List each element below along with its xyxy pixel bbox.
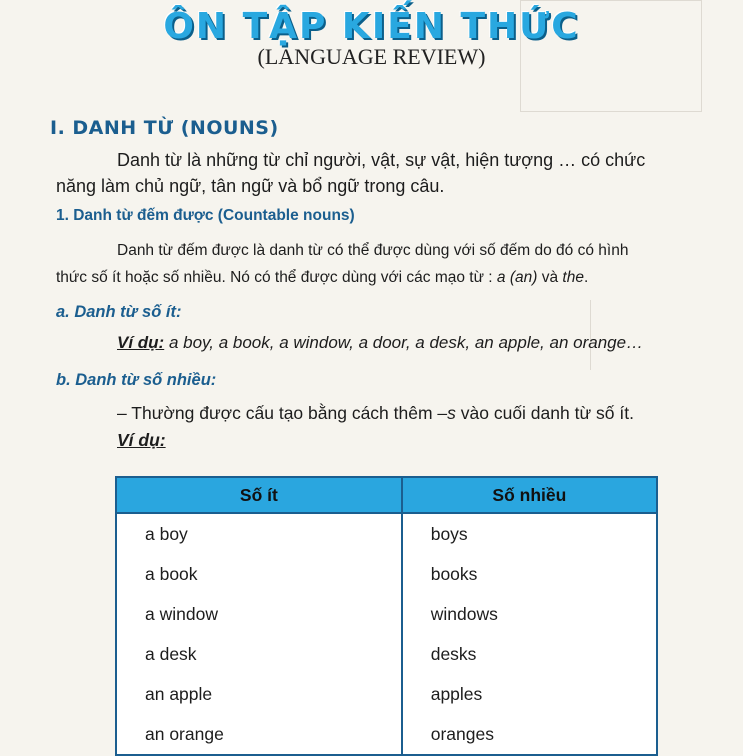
article-a-an: a (an)	[496, 269, 538, 286]
period: .	[583, 269, 589, 286]
cell-plural: boys	[402, 513, 657, 554]
cell-plural: books	[402, 554, 657, 594]
plural-example-label-text: Ví dụ:	[117, 430, 166, 450]
plural-rule-pre: – Thường được cấu tạo bằng cách thêm	[117, 403, 438, 423]
cell-singular: a desk	[116, 634, 402, 674]
cell-plural: windows	[402, 594, 657, 634]
singular-example-label: Ví dụ:	[117, 333, 165, 352]
noun-table	[115, 476, 658, 756]
plural-example-label	[117, 428, 166, 453]
table-row	[116, 513, 657, 554]
article-the: the	[562, 269, 584, 286]
cell-singular: an apple	[116, 674, 402, 714]
section-heading-nouns: I. DANH TỪ (NOUNS)	[50, 117, 279, 139]
intro-line-1: Danh từ là những từ chỉ người, vật, sự vật, hiện tượng … có chức	[117, 150, 646, 170]
conjunction-and: và	[537, 269, 563, 286]
page-title: ÔN TẬP KIẾN THỨC	[163, 6, 580, 47]
plural-rule	[117, 401, 634, 426]
header-singular: Số ít	[116, 477, 402, 513]
singular-heading: a. Danh từ số ít:	[56, 303, 182, 321]
intro-line-2: năng làm chủ ngữ, tân ngữ và bổ ngữ trong câu.	[56, 176, 445, 196]
plural-rule-post: vào cuối danh từ số ít.	[455, 403, 634, 423]
countable-heading: 1. Danh từ đếm được (Countable nouns)	[56, 207, 355, 224]
countable-line-1: Danh từ đếm được là danh từ có thể được dùng với số đếm do đó có hình	[117, 242, 629, 259]
singular-example	[117, 333, 643, 353]
cell-plural: desks	[402, 634, 657, 674]
table-row	[116, 714, 657, 755]
table-row	[116, 634, 657, 674]
cell-singular: a window	[116, 594, 402, 634]
table-header-row	[116, 477, 657, 513]
cell-singular: a book	[116, 554, 402, 594]
header-plural: Số nhiều	[402, 477, 657, 513]
countable-line-2	[56, 264, 588, 291]
cell-plural: apples	[402, 674, 657, 714]
countable-line-2-text: thức số ít hoặc số nhiều. Nó có thể được dùng với các mạo từ :	[56, 269, 497, 286]
table-row	[116, 554, 657, 594]
cell-singular: a boy	[116, 513, 402, 554]
table-row	[116, 594, 657, 634]
singular-example-text: a boy, a book, a window, a door, a desk, an apple, an orange…	[164, 333, 644, 352]
cell-plural: oranges	[402, 714, 657, 755]
plural-heading: b. Danh từ số nhiều:	[56, 371, 217, 389]
page-subtitle: (LANGUAGE REVIEW)	[257, 44, 486, 69]
plural-suffix: –s	[437, 403, 456, 423]
table-row	[116, 674, 657, 714]
cell-singular: an orange	[116, 714, 402, 755]
